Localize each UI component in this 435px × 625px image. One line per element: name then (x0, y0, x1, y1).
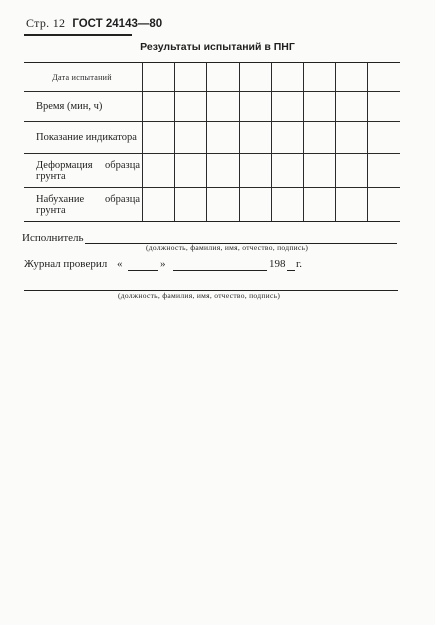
table-cell[interactable] (271, 154, 303, 188)
table-row-date (24, 63, 400, 92)
table-cell[interactable] (143, 154, 175, 188)
day-field-line[interactable] (128, 270, 158, 271)
table-row-time (24, 92, 400, 122)
year-field-line[interactable] (287, 270, 295, 271)
table-cell[interactable] (175, 92, 207, 122)
row-label-date: Дата испытаний (24, 63, 143, 92)
table-cell[interactable] (303, 122, 335, 154)
table-cell[interactable] (271, 92, 303, 122)
table-cell[interactable] (207, 154, 239, 188)
table-cell[interactable] (271, 188, 303, 222)
table-cell[interactable] (271, 122, 303, 154)
table-cell[interactable] (207, 122, 239, 154)
table-cell[interactable] (175, 188, 207, 222)
page-number: Стр. 12 (26, 16, 66, 30)
table-cell[interactable] (368, 63, 400, 92)
month-field-line[interactable] (173, 270, 267, 271)
table-row-indicator (24, 122, 400, 154)
table-cell[interactable] (143, 92, 175, 122)
row-label-deformation (24, 154, 143, 188)
table-cell[interactable] (336, 122, 368, 154)
table-cell[interactable] (239, 154, 271, 188)
row-label-swelling (24, 188, 143, 222)
table-cell[interactable] (143, 122, 175, 154)
table-cell[interactable] (303, 92, 335, 122)
row-label-line: грунта (36, 170, 66, 182)
row-label-time: Время (мин, ч) (24, 92, 143, 122)
table-cell[interactable] (303, 188, 335, 222)
document-title: Результаты испытаний в ПНГ (140, 41, 295, 53)
table-cell[interactable] (239, 63, 271, 92)
year-suffix: г. (296, 258, 303, 270)
table-cell[interactable] (143, 63, 175, 92)
row-label-indicator: Показание индикатора (24, 122, 143, 154)
reviewer-caption: (должность, фамилия, имя, отчество, подпись) (118, 291, 281, 300)
standard-code: ГОСТ 24143—80 (72, 18, 163, 30)
table-cell[interactable] (336, 92, 368, 122)
table-cell[interactable] (303, 154, 335, 188)
table-cell[interactable] (336, 63, 368, 92)
table-cell[interactable] (175, 122, 207, 154)
table-cell[interactable] (207, 188, 239, 222)
quote-close: » (160, 258, 166, 270)
table-cell[interactable] (271, 63, 303, 92)
table-cell[interactable] (207, 63, 239, 92)
table-cell[interactable] (143, 188, 175, 222)
table-cell[interactable] (239, 188, 271, 222)
table-cell[interactable] (175, 63, 207, 92)
executor-caption: (должность, фамилия, имя, отчество, подпись) (146, 243, 309, 252)
row-label-line: грунта (36, 204, 66, 216)
table-cell[interactable] (239, 122, 271, 154)
journal-label: Журнал проверил (24, 258, 108, 270)
table-cell[interactable] (368, 188, 400, 222)
table-row-deformation (24, 154, 400, 188)
year-prefix: 198 (269, 258, 286, 270)
page-header (26, 16, 162, 31)
table-cell[interactable] (368, 122, 400, 154)
table-cell[interactable] (175, 154, 207, 188)
test-results-table (24, 62, 400, 222)
table-cell[interactable] (207, 92, 239, 122)
table-cell[interactable] (239, 92, 271, 122)
table-cell[interactable] (368, 154, 400, 188)
quote-open: « (117, 258, 123, 270)
header-rule (24, 34, 132, 36)
row-label-line: Деформация образца (36, 159, 140, 171)
table-row-swelling (24, 188, 400, 222)
executor-label: Исполнитель (22, 232, 84, 244)
table-cell[interactable] (368, 92, 400, 122)
table-cell[interactable] (336, 154, 368, 188)
row-label-line: Набухание образца (36, 193, 140, 205)
table-cell[interactable] (303, 63, 335, 92)
table-cell[interactable] (336, 188, 368, 222)
